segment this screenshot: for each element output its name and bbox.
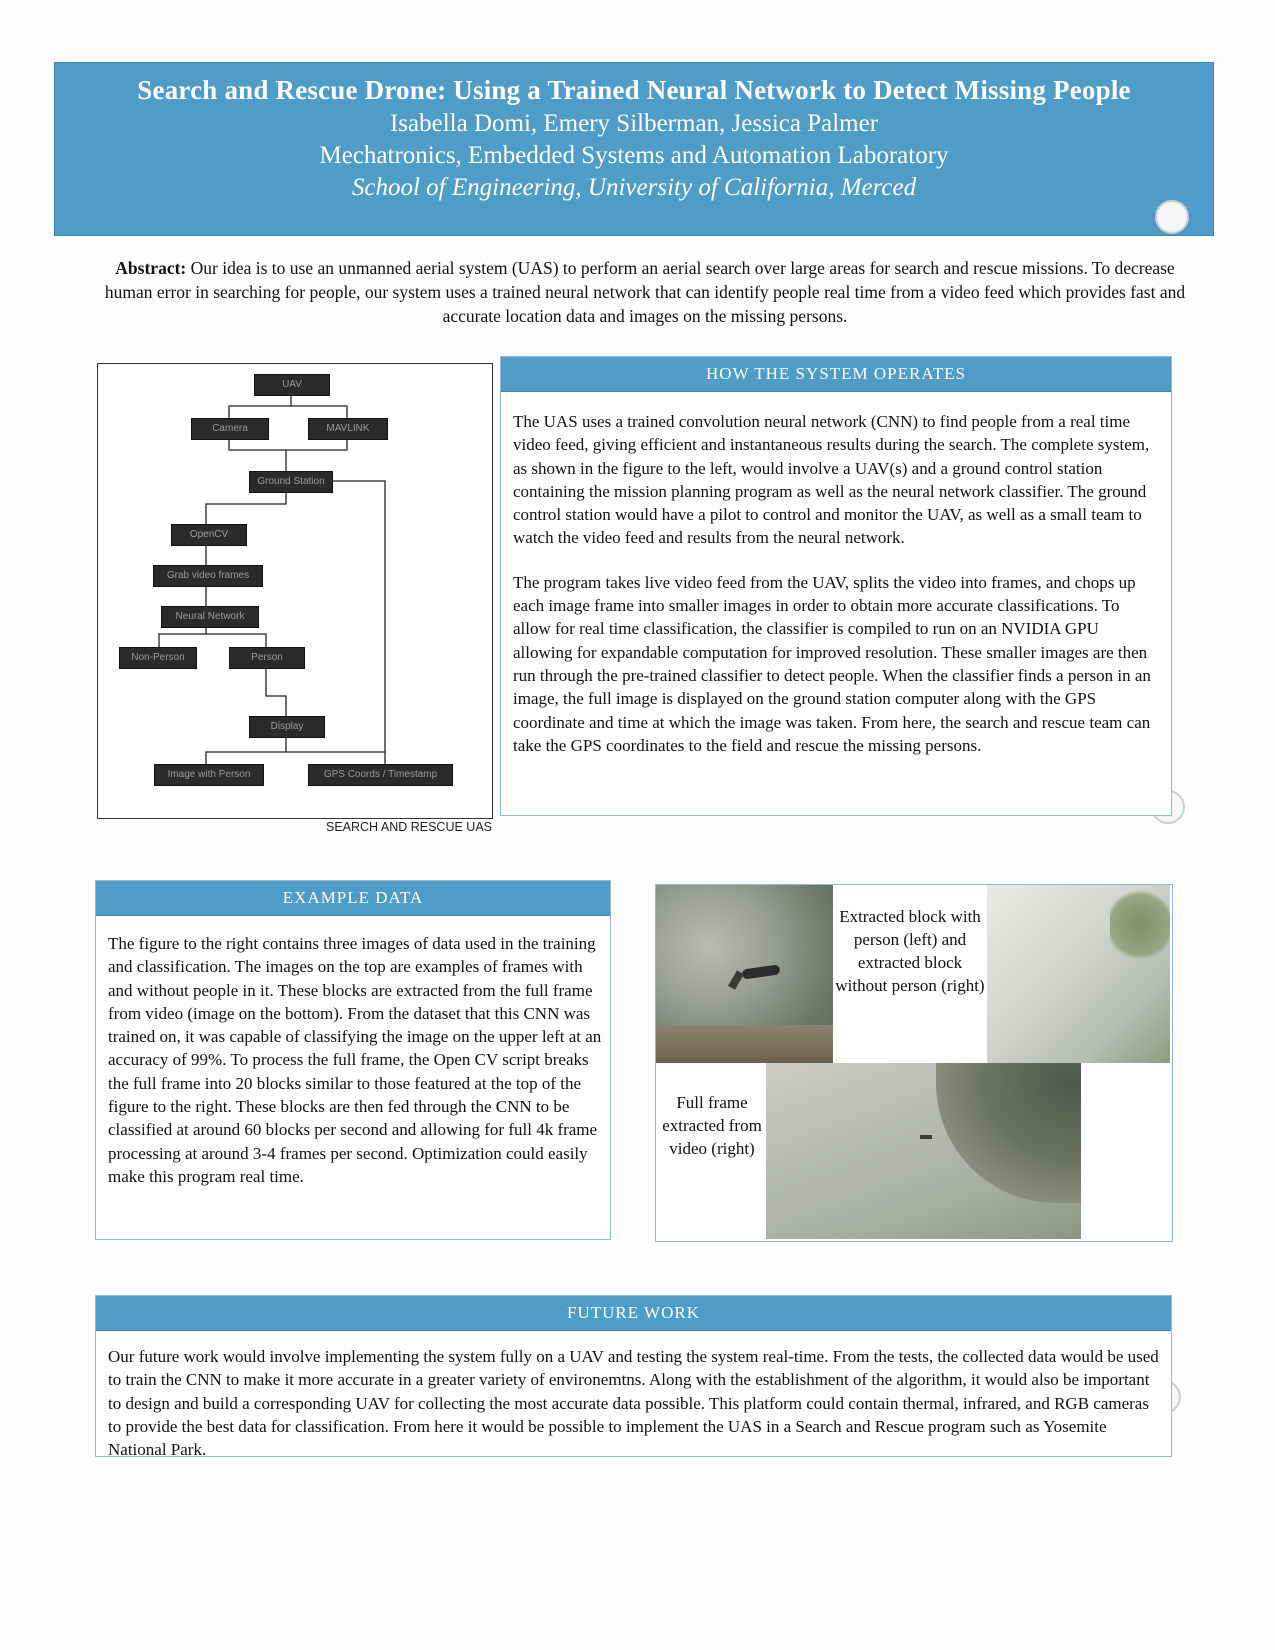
future-panel bbox=[95, 1295, 1172, 1460]
system-flowchart bbox=[97, 363, 493, 819]
photo-block-with-person bbox=[656, 885, 833, 1063]
photo-bottom-label: Full frame extracted from video (right) bbox=[662, 1093, 762, 1158]
flowchart-node-neural-network: Neural Network bbox=[161, 606, 259, 628]
photo-top-label: Extracted block with person (left) and extracted block without person (right) bbox=[835, 907, 985, 995]
binder-hole-top bbox=[1155, 200, 1189, 234]
future-heading: FUTURE WORK bbox=[96, 1296, 1171, 1331]
flowchart-node-uav: UAV bbox=[254, 374, 330, 396]
flowchart-node-mavlink: MAVLINK bbox=[308, 418, 388, 440]
flowchart-node-person: Person bbox=[229, 647, 305, 669]
example-panel bbox=[95, 880, 611, 1240]
system-paragraph-2: The program takes live video feed from the UAV, splits the video into frames, and chops up each image frame into smaller images in order to obtain more accurate classifications. To allow for real time classification, the classifier is compiled to run on an NVIDIA GPU allowing for expandable computation for improved resolution. These smaller images are then run through the pre-trained classifier to detect people. When the classifier finds a person in an image, the full image is displayed on the ground station computer along with the GPS coordinate and time at which the image was taken. From here, the search and rescue team can take the GPS coordinates to the field and rescue the missing persons. bbox=[513, 572, 1151, 755]
poster-school: School of Engineering, University of California, Merced bbox=[351, 174, 917, 201]
example-text: The figure to the right contains three images of data used in the training and classification. The images on the top are examples of frames with and without people in it. These blocks are extracted from the full frame from video (image on the bottom). From the dataset that this CNN was trained on, it was capable of classifying the image on the upper left at an accuracy of 99%. To process the full frame, the Open CV script breaks the full frame into 20 blocks similar to those featured at the top of the figure to the right. These blocks are then fed through the CNN to be classified at around 60 blocks per second and allowing for full 4k frame processing at around 3-4 frames per second. Optimization could easily make this program real time. bbox=[108, 934, 602, 1186]
future-text: Our future work would involve implementing the system fully on a UAV and testing the system real-time. From the tests, the collected data would be used to train the CNN to make it more accurate in a greater variety of environemtns. Along with the establishment of the algorithm, it would also be important to design and build a corresponding UAV for collecting the most accurate data possible. This platform could contain thermal, infrared, and RGB cameras to provide the best data for classification. From here it would be possible to implement the UAS in a Search and Rescue program such as Yosemite National Park. bbox=[108, 1347, 1159, 1460]
flowchart-node-opencv: OpenCV bbox=[171, 524, 247, 546]
photo-block-without-person bbox=[987, 885, 1170, 1063]
flowchart-graphic bbox=[98, 364, 492, 818]
poster-header bbox=[54, 62, 1214, 236]
flowchart-node-image-with-person: Image with Person bbox=[154, 764, 264, 786]
abstract-text: Our idea is to use an unmanned aerial system (UAS) to perform an aerial search over large areas for search and rescue missions. To decrease human error in searching for people, our system uses a trained neural network that can identify people real time from a video feed which provides fast and accurate location data and images on the missing persons. bbox=[104, 258, 1186, 326]
abstract-label: Abstract: bbox=[115, 258, 187, 278]
flowchart-node-ground-station: Ground Station bbox=[249, 471, 333, 493]
flowchart-node-gps: GPS Coords / Timestamp bbox=[308, 764, 453, 786]
system-body bbox=[501, 392, 1171, 757]
poster-title: Search and Rescue Drone: Using a Trained Neural Network to Detect Missing People bbox=[137, 75, 1131, 105]
example-heading: EXAMPLE DATA bbox=[96, 881, 610, 916]
poster-lab: Mechatronics, Embedded Systems and Automation Laboratory bbox=[319, 142, 949, 169]
flowchart-node-display: Display bbox=[249, 716, 325, 738]
system-paragraph-1: The UAS uses a trained convolution neural network (CNN) to find people from a real time video feed, giving efficient and instantaneous results during the search. The complete system, as shown in the figure to the left, would involve a UAV(s) and a ground control station containing the mission planning program as well as the neural network classifier. The ground control station would have a pilot to control and monitor the UAV, as well as a small team to watch the video feed and results from the neural network. bbox=[513, 412, 1150, 548]
flowchart-caption: SEARCH AND RESCUE UAS bbox=[325, 820, 492, 834]
example-images bbox=[655, 884, 1173, 1242]
flowchart-node-grab-frames: Grab video frames bbox=[153, 565, 263, 587]
photo-full-frame bbox=[766, 1063, 1081, 1239]
person-figure-icon bbox=[920, 1135, 932, 1139]
person-figure-icon bbox=[741, 964, 780, 979]
flowchart-node-camera: Camera bbox=[191, 418, 269, 440]
example-body bbox=[96, 916, 610, 1188]
system-heading: HOW THE SYSTEM OPERATES bbox=[501, 357, 1171, 392]
poster-authors: Isabella Domi, Emery Silberman, Jessica Palmer bbox=[389, 110, 879, 137]
system-panel bbox=[500, 356, 1172, 816]
abstract bbox=[100, 256, 1190, 328]
future-body bbox=[96, 1331, 1171, 1461]
flowchart-node-non-person: Non-Person bbox=[119, 647, 197, 669]
